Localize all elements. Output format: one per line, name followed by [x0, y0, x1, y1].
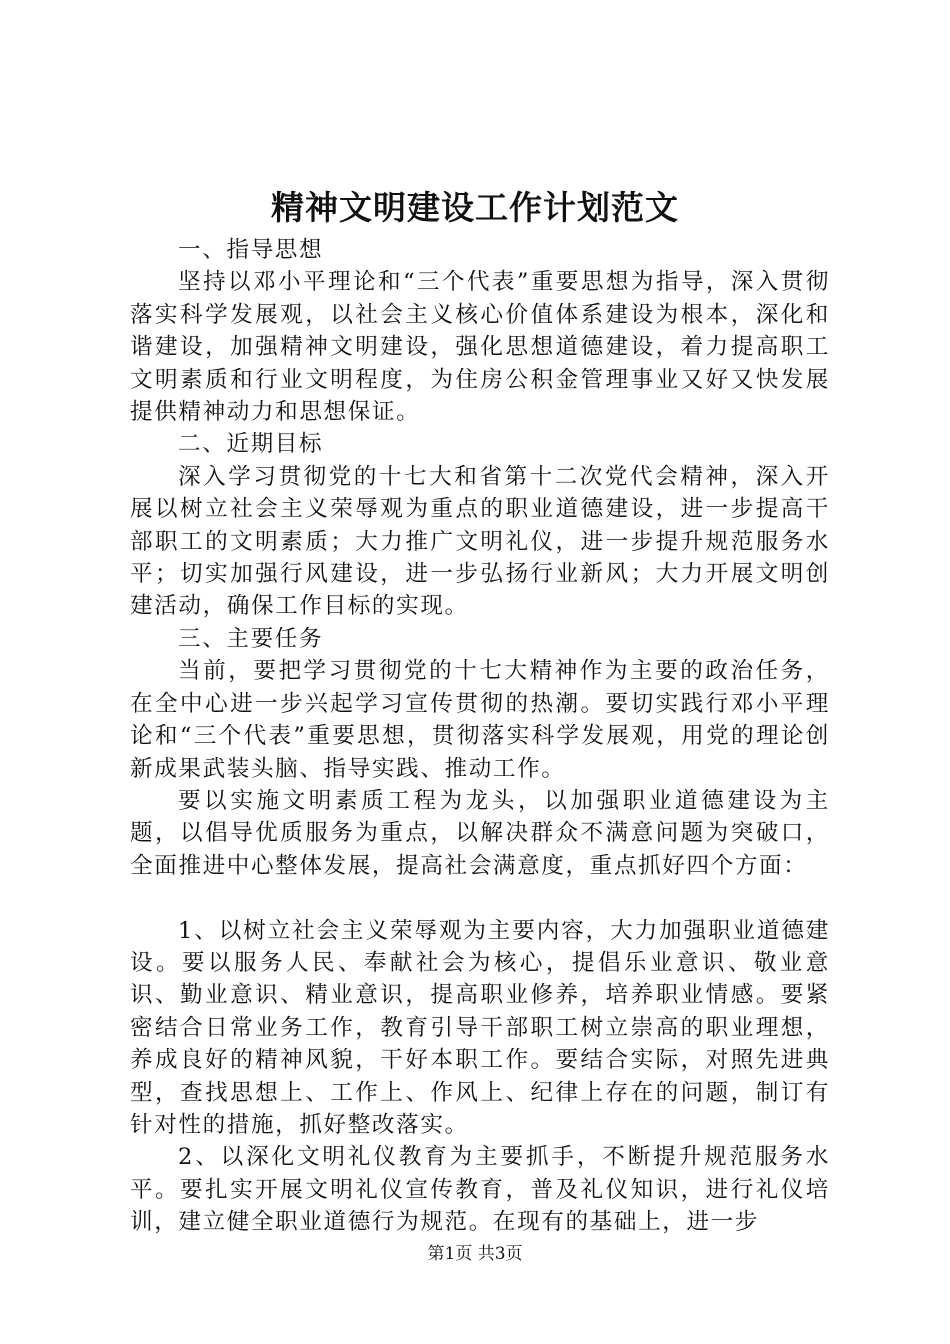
paragraph-main-tasks-current: 当前，要把学习贯彻党的十七大精神作为主要的政治任务，在全中心进一步兴起学习宣传贯彻的热潮。要切实践行邓小平理论和“三个代表”重要思想，贯彻落实科学发展观，用党的理论创新成果武装头脑、指导实践、推动工作。: [130, 658, 830, 782]
paragraph-task-1: 1、以树立社会主义荣辱观为主要内容，大力加强职业道德建设。要以服务人民、奉献社会为核心，提倡乐业意识、敬业意识、勤业意识、精业意识，提高职业修养，培养职业情感。要紧密结合日常业务工作，教育引导干部职工树立崇高的职业理想，养成良好的精神风貌，干好本职工作。要结合实际，对照先进典型，查找思想上、工作上、作风上、纪律上存在的问题，制订有针对性的措施，抓好整改落实。: [130, 917, 830, 1138]
blank-line: [130, 882, 830, 914]
section-heading-near-term-goals: 二、近期目标: [178, 431, 324, 458]
page-number-footer: 第1页 共3页: [427, 1244, 523, 1264]
paragraph-guiding-ideology: 坚持以邓小平理论和“三个代表”重要思想为指导，深入贯彻落实科学发展观，以社会主义核心价值体系建设为根本，深化和谐建设，加强精神文明建设，强化思想道德建设，着力提高职工文明素质和行业文明程度，为住房公积金管理事业又好又快发展提供精神动力和思想保证。: [130, 269, 830, 426]
section-heading-guiding-ideology: 一、指导思想: [178, 237, 324, 263]
paragraph-task-2: 2、以深化文明礼仪教育为主要抓手，不断提升规范服务水平。要扎实开展文明礼仪宣传教育，普及礼仪知识，进行礼仪培训，建立健全职业道德行为规范。在现有的基础上，进一步: [130, 1144, 830, 1236]
document-body: [130, 234, 830, 1239]
document-title: 精神文明建设工作计划范文: [271, 188, 679, 227]
paragraph-near-term-goals: 深入学习贯彻党的十七大和省第十二次党代会精神，深入开展以树立社会主义荣辱观为重点的职业道德建设，进一步提高干部职工的文明素质；大力推广文明礼仪，进一步提升规范服务水平；切实加强行风建设，进一步弘扬行业新风；大力开展文明创建活动，确保工作目标的实现。: [130, 463, 830, 620]
paragraph-main-tasks-four-aspects: 要以实施文明素质工程为龙头，以加强职业道德建设为主题，以倡导优质服务为重点，以解决群众不满意问题为突破口，全面推进中心整体发展，提高社会满意度，重点抓好四个方面：: [130, 787, 830, 879]
section-heading-main-tasks: 三、主要任务: [178, 625, 324, 652]
